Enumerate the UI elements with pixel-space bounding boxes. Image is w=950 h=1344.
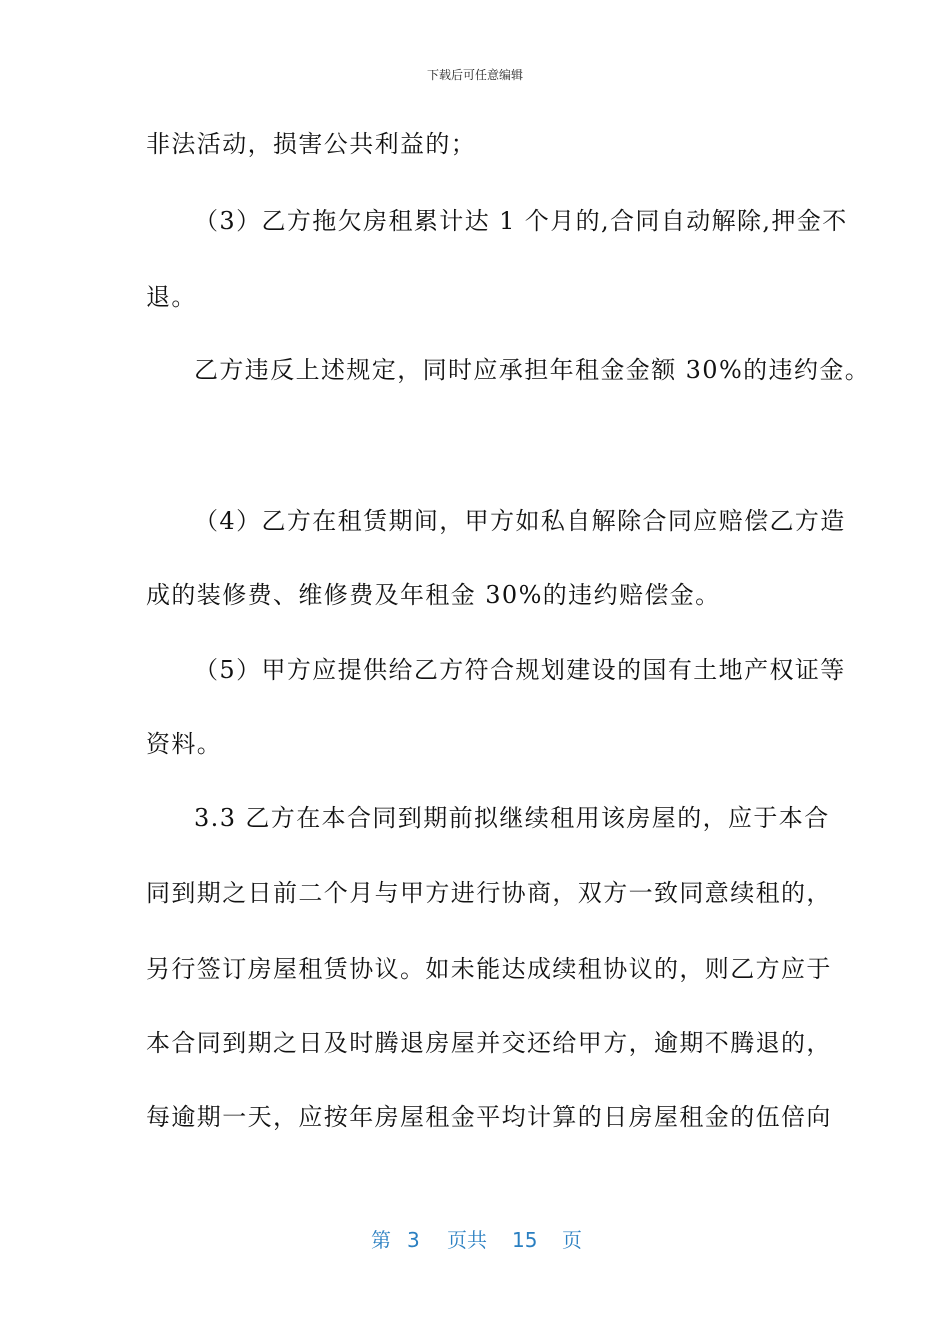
header-note: 下载后可任意编辑 xyxy=(426,68,523,82)
page-footer-middle: 页共 xyxy=(447,1228,487,1252)
text-line: 同到期之日前二个月与甲方进行协商，双方一致同意续租的， xyxy=(146,879,832,907)
text-line: 非法活动，损害公共利益的； xyxy=(146,130,477,158)
text-line: 每逾期一天，应按年房屋租金平均计算的日房屋租金的伍倍向 xyxy=(146,1103,832,1131)
page-footer xyxy=(0,1226,950,1254)
text-line: 乙方违反上述规定，同时应承担年租金金额 30%的违约金。 xyxy=(194,356,871,384)
text-line: 本合同到期之日及时腾退房屋并交还给甲方，逾期不腾退的， xyxy=(146,1029,832,1057)
text-line: 另行签订房屋租赁协议。如未能达成续租协议的，则乙方应于 xyxy=(146,955,832,983)
text-line: （3）乙方拖欠房租累计达 1 个月的,合同自动解除,押金不 xyxy=(194,207,848,235)
text-line: 资料。 xyxy=(146,730,223,758)
text-line: 3.3 乙方在本合同到期前拟继续租用该房屋的，应于本合 xyxy=(194,804,830,832)
text-line: 成的装修费、维修费及年租金 30%的违约赔偿金。 xyxy=(146,581,721,609)
text-line: 退。 xyxy=(146,283,197,311)
text-line: （5）甲方应提供给乙方符合规划建设的国有土地产权证等 xyxy=(194,656,846,684)
total-page-count: 15 xyxy=(512,1228,538,1252)
current-page-number: 3 xyxy=(407,1228,420,1252)
text-line: （4）乙方在租赁期间，甲方如私自解除合同应赔偿乙方造 xyxy=(194,507,846,535)
page-footer-prefix: 第 xyxy=(371,1228,391,1252)
page-footer-suffix: 页 xyxy=(562,1228,582,1252)
